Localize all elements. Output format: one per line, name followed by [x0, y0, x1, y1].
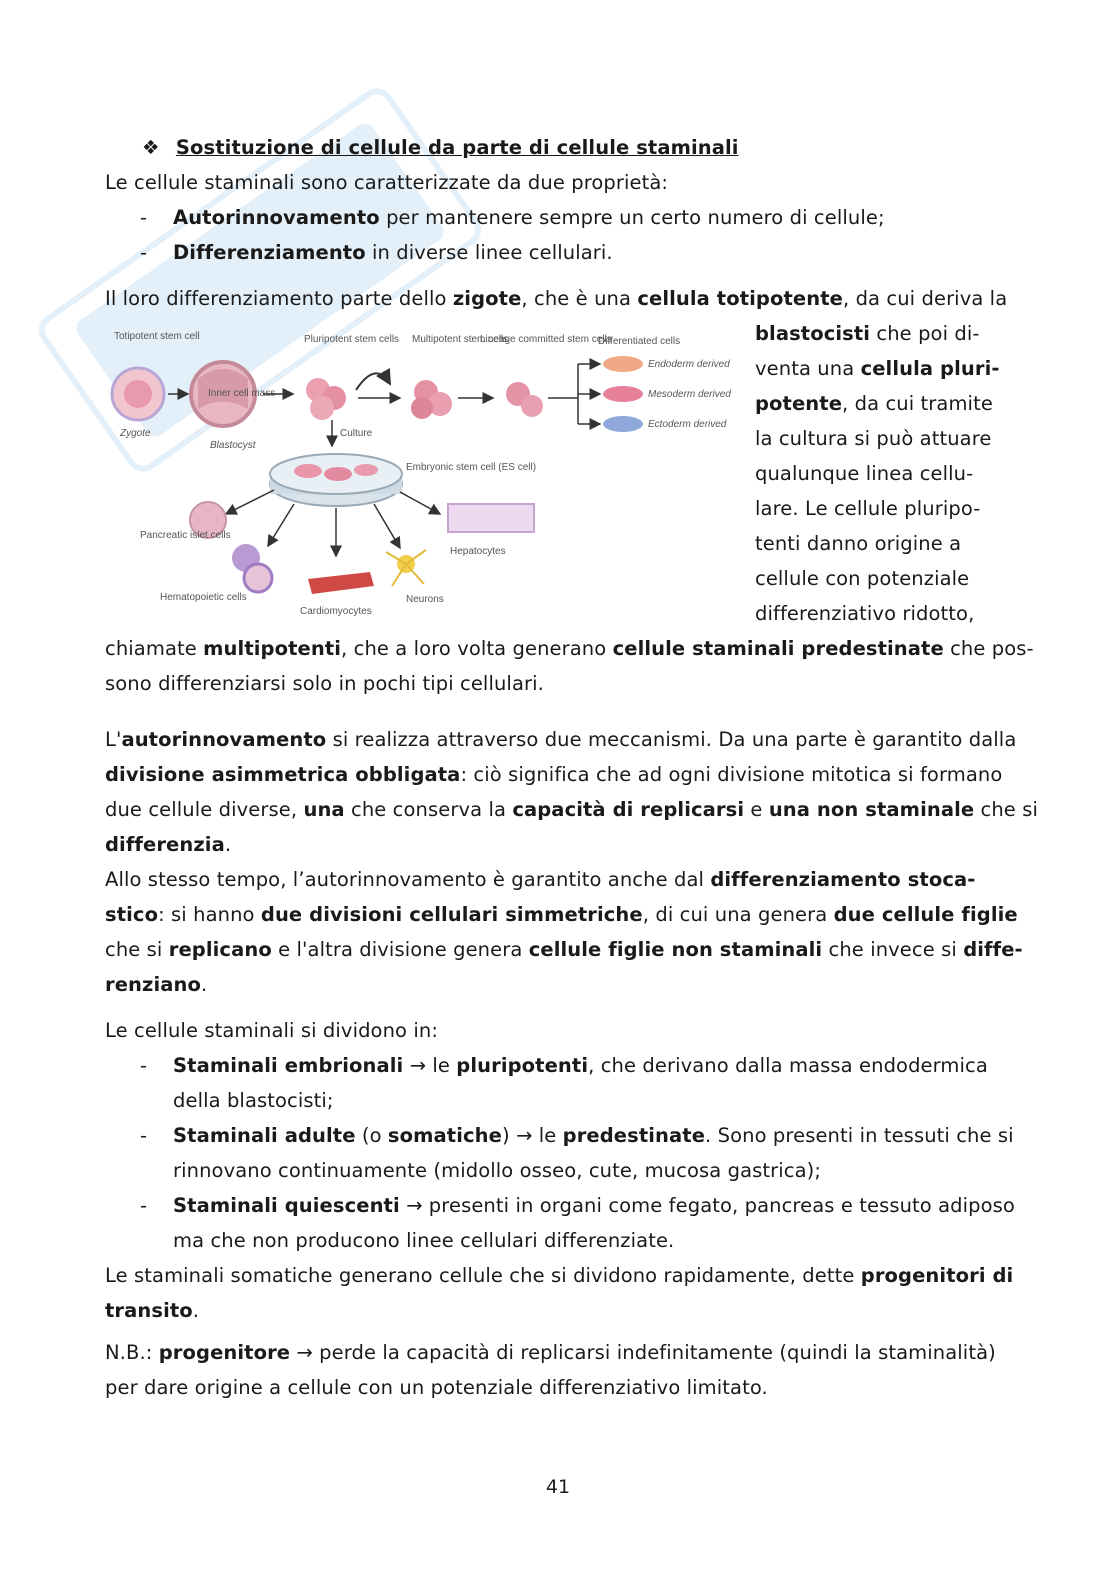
paragraph-line: transito.	[105, 1299, 200, 1322]
label-es-cell: Embryonic stem cell (ES cell)	[406, 462, 537, 473]
paragraph-line: N.B.: progenitore → perde la capacità di replicarsi indefinitamente (quindi la staminalità)	[105, 1341, 996, 1364]
list-dash: -	[140, 1054, 148, 1077]
paragraph-line: la cultura si può attuare	[755, 427, 992, 450]
list-dash: -	[140, 241, 148, 264]
label-hepatocytes: Hepatocytes	[450, 546, 506, 557]
paragraph-line: chiamate multipotenti, che a loro volta generano cellule staminali predestinate che pos-	[105, 637, 1034, 660]
list-dash: -	[140, 206, 148, 229]
list-item: Staminali quiescenti → presenti in organi come fegato, pancreas e tessuto adiposo	[173, 1194, 1015, 1217]
mesoderm-cell	[603, 386, 643, 402]
label-hematopoietic: Hematopoietic cells	[160, 592, 247, 603]
list-item-continuation: ma che non producono linee cellulari differenziate.	[173, 1229, 675, 1252]
label-endoderm: Endoderm derived	[648, 359, 730, 370]
paragraph-line: Allo stesso tempo, l’autorinnovamento è garantito anche dal differenziamento stoca-	[105, 868, 976, 891]
list-item-continuation: rinnovano continuamente (midollo osseo, cute, mucosa gastrica);	[173, 1159, 822, 1182]
diamond-bullet-icon: ❖	[142, 136, 160, 159]
section-heading	[142, 130, 739, 165]
intro-text: Le cellule staminali sono caratterizzate da due proprietà:	[105, 171, 669, 194]
paragraph-line: Il loro differenziamento parte dello zigote, che è una cellula totipotente, da cui deriva la	[105, 287, 1008, 310]
hepatocyte-cells	[448, 504, 534, 532]
ectoderm-cell	[603, 416, 643, 432]
paragraph-line: lare. Le cellule pluripo-	[755, 497, 981, 520]
list-item: Staminali adulte (o somatiche) → le predestinate. Sono presenti in tessuti che si	[173, 1124, 1014, 1147]
paragraph-line: divisione asimmetrica obbligata: ciò significa che ad ogni divisione mitotica si formano	[105, 763, 1003, 786]
label-pancreatic: Pancreatic islet cells	[140, 530, 231, 541]
label-neurons: Neurons	[406, 594, 444, 605]
list-item: Staminali embrionali → le pluripotenti, che derivano dalla massa endodermica	[173, 1054, 988, 1077]
label-lineage: Lineage committed stem cells	[480, 334, 612, 345]
paragraph-line: tenti danno origine a	[755, 532, 962, 555]
paragraph-line: renziano.	[105, 973, 208, 996]
paragraph-line: Le staminali somatiche generano cellule che si dividono rapidamente, dette progenitori di	[105, 1264, 1014, 1287]
label-ectoderm: Ectoderm derived	[648, 419, 727, 430]
label-inner-cell-mass: Inner cell mass	[208, 388, 276, 399]
label-culture: Culture	[340, 428, 373, 439]
list-item: Differenziamento in diverse linee cellulari.	[173, 241, 613, 264]
paragraph-line: cellule con potenziale	[755, 567, 970, 590]
paragraph-line: che si replicano e l'altra divisione genera cellule figlie non staminali che invece si diffe-	[105, 938, 1023, 961]
paragraph-line: sono differenziarsi solo in pochi tipi cellulari.	[105, 672, 544, 695]
list-item: Autorinnovamento per mantenere sempre un certo numero di cellule;	[173, 206, 885, 229]
heading-title: Sostituzione di cellule da parte di cellule staminali	[175, 136, 739, 159]
paragraph-line: differenziativo ridotto,	[755, 602, 975, 625]
paragraph-line: blastocisti che poi di-	[755, 322, 980, 345]
label-mesoderm: Mesoderm derived	[648, 389, 731, 400]
endoderm-cell	[603, 356, 643, 372]
stem-cell-diagram	[108, 324, 748, 624]
paragraph-line: differenzia.	[105, 833, 232, 856]
paragraph-line: Le cellule staminali si dividono in:	[105, 1019, 439, 1042]
paragraph-line: qualunque linea cellu-	[755, 462, 974, 485]
paragraph-line: due cellule diverse, una che conserva la capacità di replicarsi e una non staminale che si	[105, 798, 1038, 821]
label-pluripotent: Pluripotent stem cells	[304, 334, 400, 345]
paragraph-line: stico: si hanno due divisioni cellulari simmetriche, di cui una genera due cellule figlie	[105, 903, 1018, 926]
label-blastocyst: Blastocyst	[210, 440, 256, 451]
list-dash: -	[140, 1124, 148, 1147]
label-totipotent: Totipotent stem cell	[114, 331, 200, 342]
label-differentiated: Differentiated cells	[598, 336, 681, 347]
paragraph-line: potente, da cui tramite	[755, 392, 993, 415]
label-zygote: Zygote	[120, 428, 151, 439]
cardiomyocyte-cell	[308, 572, 374, 594]
paragraph-line: venta una cellula pluri-	[755, 357, 1000, 380]
paragraph-line: L'autorinnovamento si realizza attraverso due meccanismi. Da una parte è garantito dalla	[105, 728, 1017, 751]
label-multipotent: Multipotent stem cells	[412, 334, 509, 345]
label-cardiomyocytes: Cardiomyocytes	[300, 606, 372, 617]
list-dash: -	[140, 1194, 148, 1217]
page-number: 41	[545, 1476, 571, 1498]
list-item-continuation: della blastocisti;	[173, 1089, 334, 1112]
paragraph-line: per dare origine a cellule con un potenziale differenziativo limitato.	[105, 1376, 768, 1399]
